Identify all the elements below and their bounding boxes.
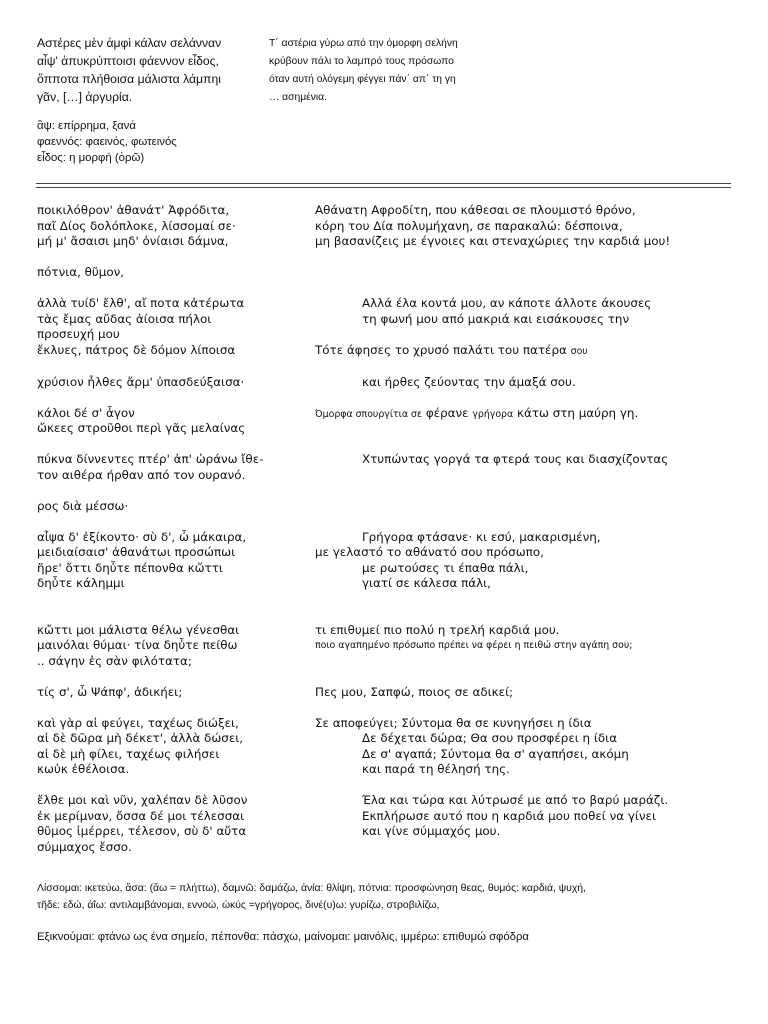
intro-translation-block: [269, 35, 549, 107]
greek-line: πύκνα δίννεντες πτέρ' ἀπ' ὠράνω ἴθε-: [37, 452, 264, 466]
translation-column: [315, 406, 735, 437]
translation-line: και παρά τη θέλησή της.: [362, 762, 510, 776]
translation-column: [315, 716, 735, 778]
translation-column: [315, 452, 735, 483]
translation-line: Δε δέχεται δώρα; Θα σου προσφέρει η ίδια: [362, 731, 618, 745]
translation-line: Αθάνατη Αφροδίτη, που κάθεσαι σε πλουμιστό θρόνο,: [315, 203, 636, 217]
translation-text: Τότε άφησες το χρυσό παλάτι του πατέρα: [315, 342, 567, 357]
translation-column: [315, 296, 735, 359]
footnote-line: τῆδε: εδώ, ἀΐω: αντιλαμβάνομαι, εννοώ, ὠκύς =γρήγορος, δινέ(υ)ω: γυρίζω, στροβιλίζω,: [37, 900, 440, 911]
translation-line: Γρήγορα φτάσανε· κι εσύ, μακαρισμένη,: [362, 529, 601, 544]
greek-line: αἶψα δ' ἐξίκοντο· σὺ δ', ὦ μάκαιρα,: [37, 529, 247, 544]
greek-column: [37, 296, 315, 359]
footnote-line: Λίσσομαι: ικετεύω, ἄσα: (ἄω = πλήττω), δαμνῶ: δαμάζω, ἀνία: θλίψη, πότνια: προσφώνηση θεας, θυμός: καρδιά, ψυχή,: [37, 883, 586, 894]
poem-stanza: [37, 452, 737, 483]
translation-line: τι επιθυμεί πιο πολύ η τρελή καρδιά μου.: [315, 622, 560, 637]
poem-stanza: [37, 530, 737, 592]
greek-line: αἰ δὲ μὴ φίλει, ταχέως φιλήσει: [37, 746, 220, 761]
greek-column: [37, 203, 315, 250]
translation-line: Αλλά έλα κοντά μου, αν κάποτε άλλοτε άκουσες: [362, 296, 652, 310]
greek-line: χρύσιον ἦλθες ἄρμ' ὐπασδεύξαισα·: [37, 374, 245, 389]
translation-column: [315, 685, 735, 701]
footnote-glossary: [37, 880, 737, 914]
intro-translation-line: … ασημένια.: [269, 92, 327, 103]
translation-column: [315, 793, 735, 855]
translation-line: ποιο αγαπημένο πρόσωπο πρέπει να φέρει η πειθώ στην αγάπη σου;: [315, 640, 633, 651]
greek-line: μειδιαίσαισ' ἀθανάτωι προσώπωι: [37, 545, 236, 559]
translation-line: με γελαστό το αθάνατό σου πρόσωπο,: [315, 545, 544, 559]
poem-stanza: [37, 793, 737, 855]
intro-greek-line: ὅπποτα πλήθοισα μάλιστα λάμπηι: [37, 72, 221, 86]
greek-line: ἀλλὰ τυίδ' ἔλθ', αἴ ποτα κἀτέρωτα: [37, 296, 245, 310]
divider-rule: [36, 183, 731, 184]
greek-line: αἰ δὲ δῶρα μὴ δέκετ', ἀλλὰ δώσει,: [37, 731, 244, 745]
intro-greek-line: Αστέρες μὲν ἀμφὶ κάλαν σελάνναν: [37, 36, 222, 50]
greek-column: [37, 375, 315, 391]
translation-line: και γίνε σύμμαχός μου.: [362, 824, 501, 838]
poem-body: [37, 203, 737, 855]
translation-line: με ρωτούσες τι έπαθα πάλι,: [362, 560, 529, 575]
greek-line: πότνια, θῦμον,: [37, 265, 125, 279]
intro-glossary: [37, 118, 267, 166]
greek-column: [37, 530, 315, 592]
poem-stanza: [37, 716, 737, 778]
greek-line: σύμμαχος ἔσσο.: [37, 839, 132, 854]
poem-stanza: [37, 375, 737, 391]
greek-line: δηὖτε κάλημμι: [37, 576, 125, 590]
translation-column: [315, 530, 735, 592]
poem-stanza: [37, 499, 737, 515]
translation-column: [315, 499, 735, 515]
translation-line: [315, 327, 735, 343]
glossary-entry: ἂψ: επίρρημα, ξανά: [37, 120, 136, 132]
greek-line: κάλοι δέ σ' ἆγον: [37, 405, 135, 420]
greek-line: ρος διὰ μέσσω·: [37, 498, 129, 513]
translation-text: Όμορφα σπουργίτια σε: [315, 408, 423, 420]
greek-line: προσευχή μου: [37, 327, 120, 341]
translation-line: κόρη του Δία πολυμήχανη, σε παρακαλώ: δέσποινα,: [315, 218, 623, 233]
greek-line: τον αιθέρα ήρθαν από τον ουρανό.: [37, 467, 246, 482]
translation-line: [315, 406, 735, 423]
greek-column: [37, 499, 315, 515]
translation-text: γρήγορα: [472, 408, 514, 420]
translation-text: σου: [570, 345, 588, 357]
translation-line: Χτυπώντας γοργά τα φτερά τους και διασχίζοντας: [362, 452, 669, 466]
translation-text: φέρανε: [425, 405, 469, 420]
greek-column: [37, 623, 315, 670]
greek-line: καὶ γὰρ αἰ φεύγει, ταχέως διώξει,: [37, 715, 239, 730]
divider-rule: [36, 187, 731, 188]
greek-column: [37, 265, 315, 281]
poem-stanza: [37, 265, 737, 281]
footnote-glossary-extra: [37, 929, 737, 946]
greek-line: ἤρε' ὄττι δηὖτε πέπονθα κὤττι: [37, 560, 223, 575]
translation-line: τη φωνή μου από μακριά και εισάκουσες την: [362, 311, 630, 326]
intro-greek-line: γᾶν, […] ἀργυρία.: [37, 90, 133, 104]
translation-column: [315, 623, 735, 670]
glossary-entry: φαεννός: φαεινός, φωτεινός: [37, 136, 177, 148]
intro-greek-line: αἶψ' ἀπυκρύπτοισι φάεννον εἶδος,: [37, 54, 219, 68]
greek-column: [37, 685, 315, 701]
greek-line: θῦμος ἰμέρρει, τέλεσον, σὺ δ' αὔτα: [37, 824, 247, 838]
poem-stanza: [37, 406, 737, 437]
poem-stanza: [37, 623, 737, 670]
intro-translation-line: κρύβουν πάλι το λαμπρό τους πρόσωπο: [269, 56, 454, 67]
greek-line: μαινόλαι θύμαι· τίνα δηὖτε πείθω: [37, 638, 238, 652]
greek-column: [37, 452, 315, 483]
greek-line: .. σάγην ἐς σὰν φιλότατα;: [37, 653, 192, 668]
greek-line: ἔλθε μοι καὶ νῦν, χαλέπαν δὲ λῦσον: [37, 793, 248, 807]
poem-stanza: [37, 296, 737, 359]
intro-greek-block: [37, 34, 267, 166]
greek-line: παῖ Δίος δολόπλοκε, λίσσομαί σε·: [37, 218, 236, 233]
translation-line: γιατί σε κάλεσα πάλι,: [362, 576, 491, 590]
footnote-line: Εξικνούμαι: φτάνω ως ένα σημείο, πέπονθα: πάσχω, μαίνομαι: μαινόλις, ιμμέρω: επιθυμώ σφόδρα: [37, 931, 529, 943]
translation-line: Έλα και τώρα και λύτρωσέ με από το βαρύ μαράζι.: [362, 793, 669, 807]
greek-line: ἔκλυες, πάτρος δὲ δόμον λίποισα: [37, 342, 236, 357]
translation-line: Σε αποφεύγει; Σύντομα θα σε κυνηγήσει η ίδια: [315, 715, 592, 730]
greek-column: [37, 716, 315, 778]
translation-line: Πες μου, Σαπφώ, ποιος σε αδικεί;: [315, 684, 514, 699]
greek-column: [37, 406, 315, 437]
greek-line: ποικιλόθρον' ἀθανάτ' Ἀφρόδιτα,: [37, 203, 230, 217]
intro-translation-line: όταν αυτή ολόγεμη φέγγει πάν΄ απ΄ τη γη: [269, 74, 456, 85]
translation-text: κάτω στη μαύρη γη.: [516, 405, 639, 420]
translation-line: Εκπλήρωσε αυτό που η καρδιά μου ποθεί να γίνει: [362, 808, 657, 823]
translation-column: [315, 265, 735, 281]
translation-line: Δε σ' αγαπά; Σύντομα θα σ' αγαπήσει, ακόμη: [362, 746, 629, 761]
translation-column: [315, 203, 735, 250]
translation-line: μη βασανίζεις με έγνοιες και στεναχώριες την καρδιά μου!: [315, 234, 671, 248]
greek-line: τίς σ', ὦ Ψάπφ', ἀδικήει;: [37, 684, 183, 699]
glossary-entry: εἶδος: η μορφή (ὁρῶ): [37, 152, 145, 164]
greek-line: μή μ' ἄσαισι μηδ' ὀνίαισι δάμνα,: [37, 234, 229, 248]
translation-column: [315, 375, 735, 391]
translation-line: [315, 343, 735, 360]
greek-column: [37, 793, 315, 855]
translation-line: και ήρθες ζεύοντας την άμαξά σου.: [362, 374, 576, 389]
greek-line: κὤττι μοι μάλιστα θέλω γένεσθαι: [37, 622, 240, 637]
intro-translation-line: Τ΄ αστέρια γύρω από την όμορφη σελήνη: [269, 38, 458, 49]
greek-line: τὰς ἔμας αὔδας ἀίοισα πήλοι: [37, 311, 212, 326]
poem-stanza: [37, 203, 737, 250]
greek-line: ὤκεες στροῦθοι περὶ γᾶς μελαίνας: [37, 421, 246, 435]
greek-line: κωὐκ ἐθέλοισα.: [37, 762, 130, 776]
poem-stanza: [37, 685, 737, 701]
greek-line: ἐκ μερίμναν, ὄσσα δέ μοι τέλεσσαι: [37, 808, 245, 823]
